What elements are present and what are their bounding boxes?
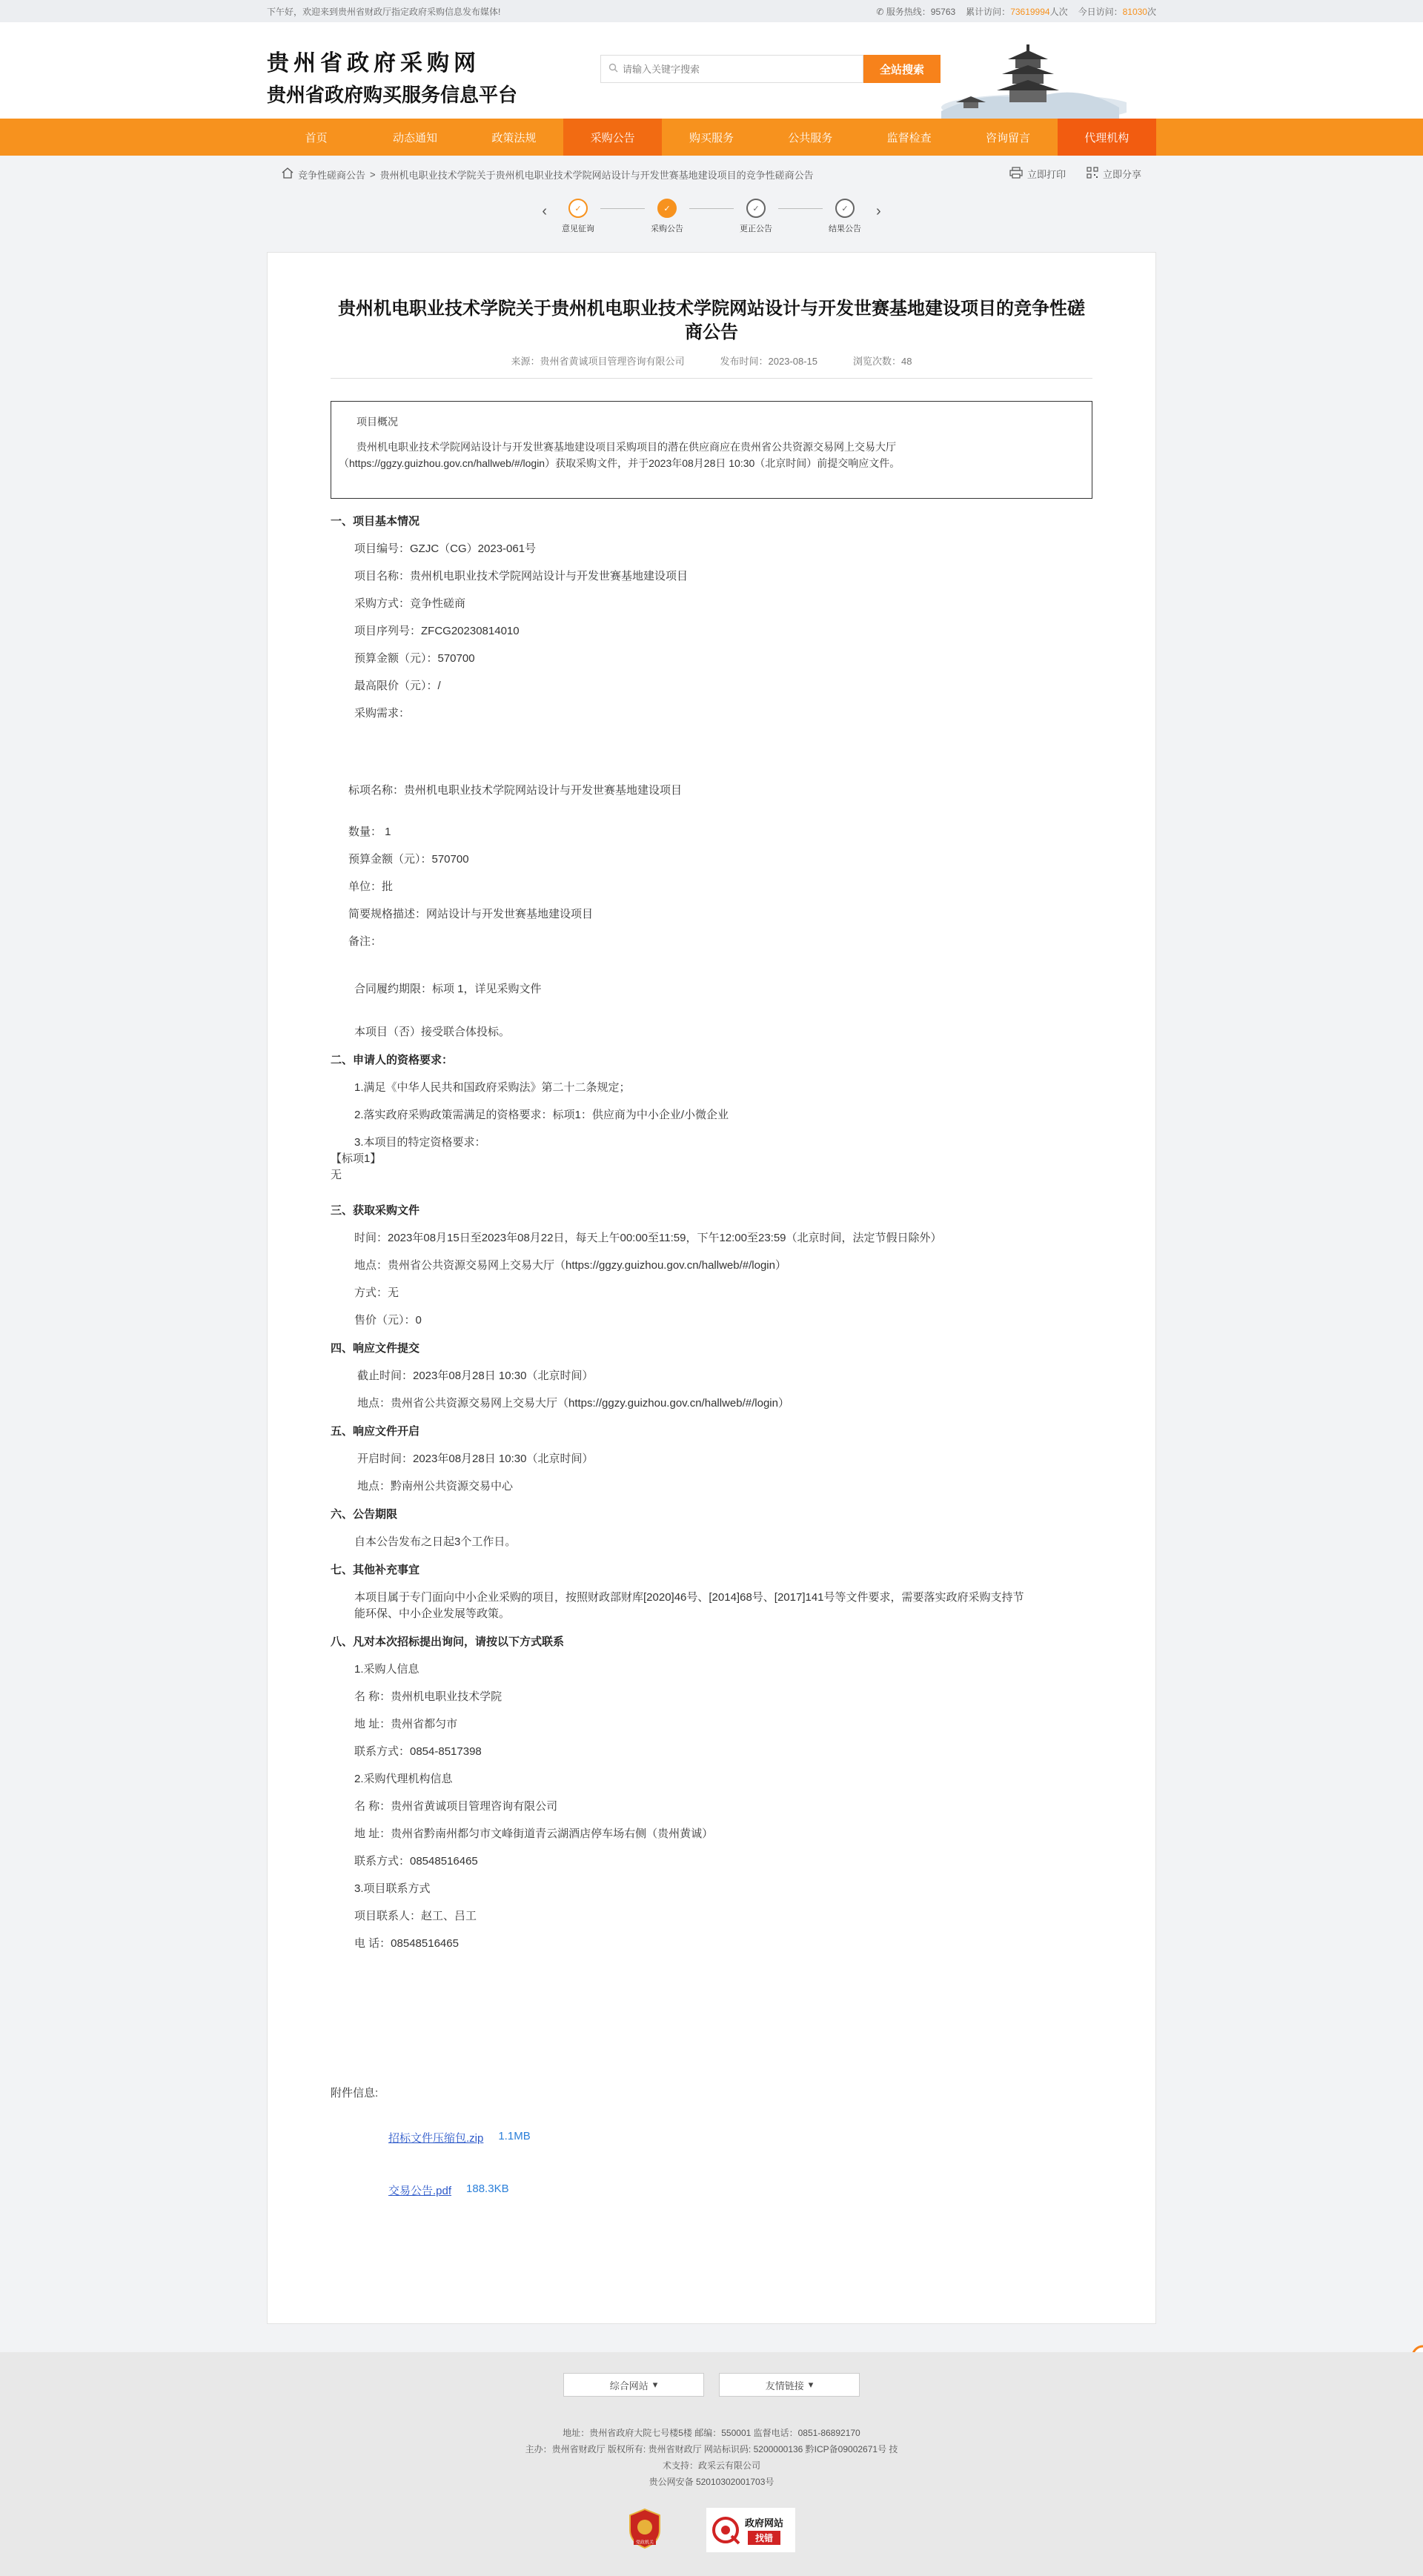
section-title: 六、公告期限 xyxy=(331,1508,398,1521)
paragraph: 名 称：贵州机电职业技术学院 xyxy=(354,1690,502,1703)
paragraph: 1.满足《中华人民共和国政府采购法》第二十二条规定； xyxy=(354,1081,631,1094)
paragraph: 联系方式：08548516465 xyxy=(354,1855,478,1868)
page-tools xyxy=(1009,167,1141,181)
nav-public-service[interactable]: 公共服务 xyxy=(788,131,833,145)
paragraph: 自本公告发布之日起3个工作日。 xyxy=(354,1536,517,1548)
qrcode-icon xyxy=(1087,167,1098,181)
article-meta xyxy=(331,353,1092,368)
paragraph: 地 址：贵州省都匀市 xyxy=(354,1718,458,1730)
step-consultation[interactable]: ✓ 意见征询 xyxy=(556,199,600,234)
site-stats xyxy=(876,5,1156,18)
paragraph: 2.落实政府采购政策需满足的资格要求：标项1：供应商为中小企业/小微企业 xyxy=(354,1109,729,1121)
check-icon: ✓ xyxy=(835,199,855,218)
attachment-link[interactable]: 招标文件压缩包.zip xyxy=(388,2132,484,2145)
section-title: 三、获取采购文件 xyxy=(331,1204,420,1217)
paragraph: 备注： xyxy=(348,935,382,948)
paragraph: 本项目属于专门面向中小企业采购的项目，按照财政部财库[2020]46号、[2014]68号、[2017]141号等文件要求，需要落实政府采购支持节 xyxy=(354,1591,1024,1604)
paragraph: 1.采购人信息 xyxy=(354,1663,419,1676)
paragraph: 联系方式：0854-8517398 xyxy=(354,1745,482,1758)
check-icon: ✓ xyxy=(657,199,677,218)
summary-title: 项目概况 xyxy=(356,416,398,428)
section-title: 一、项目基本情况 xyxy=(331,515,420,528)
site-search xyxy=(600,55,941,83)
paragraph: 数量： 1 xyxy=(348,826,391,838)
nav-home[interactable]: 首页 xyxy=(305,131,328,145)
chevron-down-icon: ▾ xyxy=(808,2379,814,2390)
party-government-badge-icon[interactable] xyxy=(628,2508,662,2549)
breadcrumb-separator: > xyxy=(370,168,376,180)
paragraph: 项目名称：贵州机电职业技术学院网站设计与开发世赛基地建设项目 xyxy=(354,570,689,582)
article-title: 贵州机电职业技术学院关于贵州机电职业技术学院网站设计与开发世赛基地建设项目的竞争性磋商公告 xyxy=(338,299,1085,342)
nav-agency[interactable]: 代理机构 xyxy=(1058,119,1156,156)
paragraph: 项目编号：GZJC（CG）2023-061号 xyxy=(354,542,537,555)
paragraph: 截止时间：2023年08月28日 10:30（北京时间） xyxy=(357,1370,594,1382)
nav-policy[interactable]: 政策法规 xyxy=(491,131,537,145)
footer-owner: 主办：贵州省财政厅 版权所有: 贵州省财政厅 网站标识码: 5200000136 黔ICP备09002671号 技 术支持：政采云有限公司 xyxy=(525,2444,898,2471)
paragraph: 采购需求： xyxy=(354,707,411,720)
chevron-down-icon: ▾ xyxy=(652,2379,658,2390)
notice-steps xyxy=(0,193,1423,252)
project-summary-box xyxy=(331,401,1092,499)
search-box xyxy=(600,55,863,83)
paragraph: 简要规格描述：网站设计与开发世赛基地建设项目 xyxy=(348,908,594,920)
paragraph: 电 话：08548516465 xyxy=(354,1937,459,1950)
check-icon: ✓ xyxy=(568,199,588,218)
search-button[interactable]: 全站搜索 xyxy=(863,55,941,83)
step-connector xyxy=(778,208,823,209)
paragraph: 无 xyxy=(331,1169,342,1181)
search-icon xyxy=(608,63,618,75)
summary-text-cont: （https://ggzy.guizhou.gov.cn/hallweb/#/login）获取采购文件，并于2023年08月28日 10:30（北京时间）前提交响应文件。 xyxy=(339,457,900,469)
paragraph: 标项名称：贵州机电职业技术学院网站设计与开发世赛基地建设项目 xyxy=(348,784,683,797)
printer-icon xyxy=(1009,167,1023,181)
chevron-left-icon[interactable]: ‹ xyxy=(542,203,547,219)
divider xyxy=(331,378,1092,379)
paragraph: 最高限价（元）：/ xyxy=(354,680,441,692)
footer-police-record[interactable]: 贵公网安备 52010302001703号 xyxy=(649,2477,774,2487)
paragraph: 3.项目联系方式 xyxy=(354,1882,431,1895)
section-title: 八、凡对本次招标提出询问，请按以下方式联系 xyxy=(331,1636,565,1648)
article-card xyxy=(267,252,1156,2324)
share-button[interactable]: 立即分享 xyxy=(1087,167,1141,181)
paragraph: 3.本项目的特定资格要求： xyxy=(354,1136,486,1149)
section-title: 五、响应文件开启 xyxy=(331,1425,420,1438)
footer-address: 地址：贵州省政府大院七号楼5楼 邮编：550001 监督电话：0851-86892170 xyxy=(563,2428,860,2438)
logo-line1: 贵州省政府采购网 xyxy=(267,50,480,76)
paragraph: 单位：批 xyxy=(348,880,394,893)
spacer xyxy=(331,1952,1092,2085)
paragraph: 地点：贵州省公共资源交易网上交易大厅（https://ggzy.guizhou.gov.cn/hallweb/#/login） xyxy=(357,1397,789,1410)
article-date: 发布时间：2023-08-15 xyxy=(720,356,818,367)
logo-line2: 贵州省政府购买服务信息平台 xyxy=(267,84,518,107)
step-procurement-notice[interactable]: ✓ 采购公告 xyxy=(645,199,689,234)
footer-links xyxy=(0,2373,1423,2397)
attachment-item xyxy=(331,2182,1092,2198)
site-logo[interactable] xyxy=(267,44,517,107)
paragraph: 预算金额（元）：570700 xyxy=(354,652,475,665)
paragraph: 地点：贵州省公共资源交易网上交易大厅（https://ggzy.guizhou.gov.cn/hallweb/#/login） xyxy=(354,1259,786,1272)
paragraph: 合同履约期限：标项 1，详见采购文件 xyxy=(354,983,542,995)
paragraph: 地 址：贵州省黔南州都匀市文峰街道青云湖酒店停车场右侧（贵州黄诚） xyxy=(354,1828,714,1840)
paragraph: 方式：无 xyxy=(354,1287,399,1299)
step-correction-notice[interactable]: ✓ 更正公告 xyxy=(734,199,778,234)
print-button[interactable]: 立即打印 xyxy=(1009,167,1066,181)
badge1-text: 党政机关 xyxy=(635,2540,654,2546)
article-body xyxy=(331,514,1092,2198)
paragraph: 采购方式：竞争性磋商 xyxy=(354,597,466,610)
summary-text: 贵州机电职业技术学院网站设计与开发世赛基地建设项目采购项目的潜在供应商应在贵州省公共资源交易网上交易大厅 xyxy=(356,441,896,453)
attachments-label: 附件信息: xyxy=(331,2087,379,2099)
total-visits: 累计访问：73619994人次 xyxy=(966,6,1068,17)
section-title: 七、其他补充事宜 xyxy=(331,1564,420,1576)
nav-supervision[interactable]: 监督检查 xyxy=(886,131,932,145)
breadcrumb-bar xyxy=(0,156,1423,193)
breadcrumb xyxy=(282,167,814,182)
paragraph: 【标项1】 xyxy=(331,1152,382,1165)
today-visits: 今日访问：81030次 xyxy=(1078,6,1156,17)
section-title: 二、申请人的资格要求： xyxy=(331,1054,454,1066)
step-connector xyxy=(600,208,645,209)
paragraph: 售价（元）：0 xyxy=(354,1314,422,1327)
phone-icon: ✆ xyxy=(876,6,884,17)
article-source: 来源：贵州省黄诚项目管理咨询有限公司 xyxy=(511,356,685,367)
top-bar xyxy=(0,0,1423,22)
home-icon xyxy=(282,167,293,181)
step-result-notice[interactable]: ✓ 结果公告 xyxy=(823,199,867,234)
paragraph: 时间：2023年08月15日至2023年08月22日，每天上午00:00至11:59，下午12:00至23:59（北京时间，法定节假日除外） xyxy=(354,1232,942,1244)
chevron-right-icon[interactable]: › xyxy=(876,203,881,219)
paragraph: 2.采购代理机构信息 xyxy=(354,1773,453,1785)
nav-news[interactable]: 动态通知 xyxy=(392,131,437,145)
welcome-text: 下午好，欢迎来到贵州省财政厅指定政府采购信息发布媒体! xyxy=(267,6,501,17)
search-input[interactable] xyxy=(623,64,845,75)
paragraph: 预算金额（元）：570700 xyxy=(348,853,469,866)
gov-website-error-badge[interactable]: 政府网站 找错 xyxy=(706,2508,795,2552)
site-footer xyxy=(0,2352,1423,2576)
friendly-links-select[interactable]: 友情链接 ▾ xyxy=(719,2373,860,2397)
breadcrumb-root[interactable]: 竞争性磋商公告 xyxy=(298,169,366,181)
main-nav xyxy=(0,119,1423,156)
nav-procurement-notice[interactable]: 采购公告 xyxy=(563,119,662,156)
paragraph: 名 称：贵州省黄诚项目管理咨询有限公司 xyxy=(354,1800,558,1813)
paragraph: 项目联系人：赵工、吕工 xyxy=(354,1910,477,1922)
paragraph: 能环保、中小企业发展等政策。 xyxy=(354,1607,511,1620)
error-report-icon xyxy=(711,2515,740,2545)
pagoda-illustration xyxy=(926,37,1127,119)
check-icon: ✓ xyxy=(746,199,766,218)
section-title: 四、响应文件提交 xyxy=(331,1342,420,1355)
attachment-link[interactable]: 交易公告.pdf xyxy=(388,2185,452,2197)
paragraph: 项目序列号：ZFCG20230814010 xyxy=(354,625,520,637)
comprehensive-sites-select[interactable]: 综合网站 ▾ xyxy=(563,2373,704,2397)
attachment-item xyxy=(331,2130,1092,2145)
breadcrumb-current: 贵州机电职业技术学院关于贵州机电职业技术学院网站设计与开发世赛基地建设项目的竞争性磋商公告 xyxy=(379,169,814,181)
attachment-size: 188.3KB xyxy=(466,2182,509,2195)
step-connector xyxy=(689,208,734,209)
paragraph: 地点：黔南州公共资源交易中心 xyxy=(357,1480,514,1493)
site-header xyxy=(0,22,1423,119)
article-views: 浏览次数：48 xyxy=(853,356,912,367)
nav-purchase-service[interactable]: 购买服务 xyxy=(689,131,734,145)
nav-consult[interactable]: 咨询留言 xyxy=(985,131,1030,145)
paragraph: 开启时间：2023年08月28日 10:30（北京时间） xyxy=(357,1453,594,1465)
hotline: ✆ 服务热线：95763 xyxy=(876,6,956,17)
paragraph: 本项目（否）接受联合体投标。 xyxy=(354,1026,511,1038)
attachment-size: 1.1MB xyxy=(498,2130,531,2142)
footer-badges xyxy=(0,2508,1423,2552)
footer-info xyxy=(0,2425,1423,2490)
